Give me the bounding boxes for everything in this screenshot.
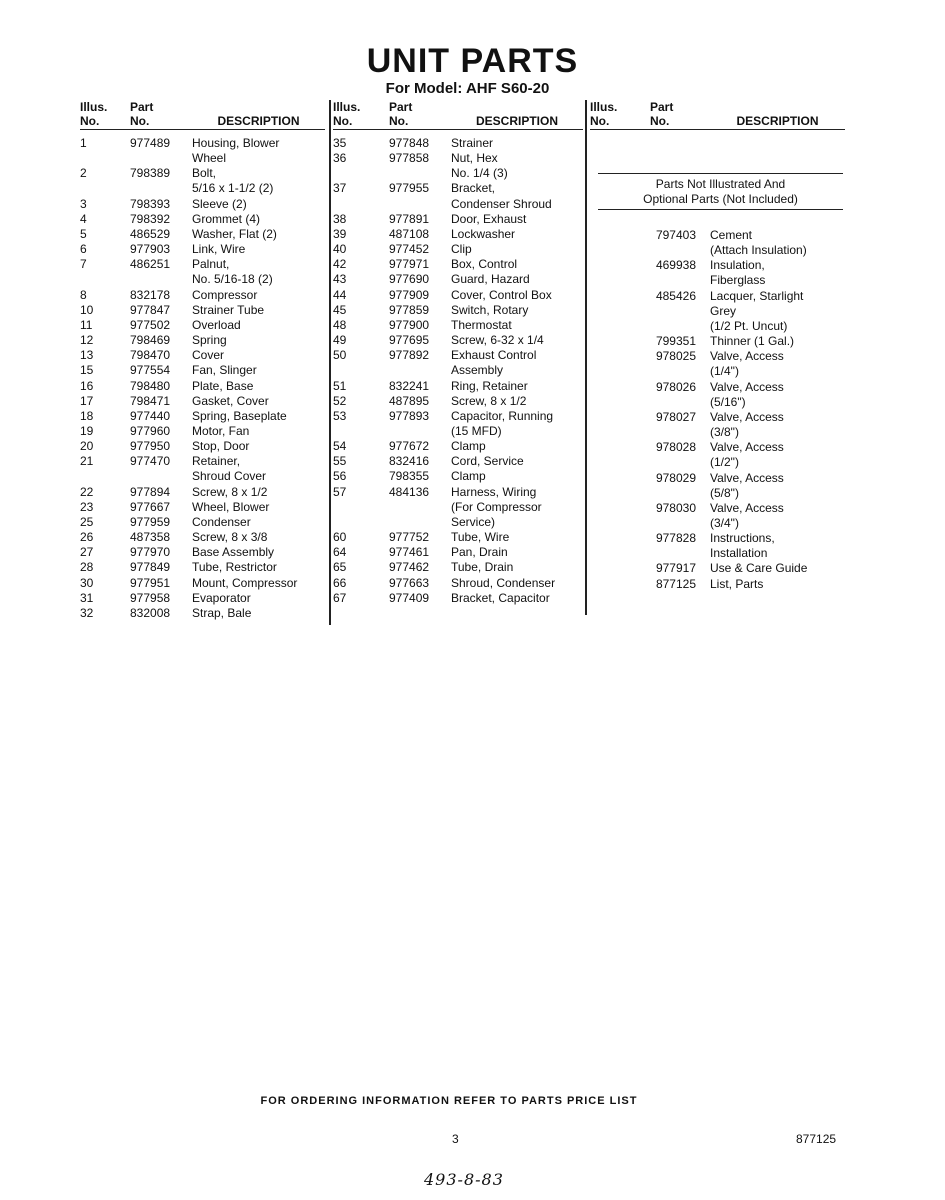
part-row xyxy=(333,439,583,454)
illus-number: 15 xyxy=(80,363,94,378)
part-description: Valve, Access (5/16") xyxy=(710,379,784,409)
part-row xyxy=(80,288,325,303)
part-row xyxy=(333,303,583,318)
part-number: 484136 xyxy=(389,484,430,499)
part-row xyxy=(590,334,845,349)
part-number: 977859 xyxy=(389,302,430,317)
part-description: Sleeve (2) xyxy=(192,196,247,211)
column-header xyxy=(80,100,325,130)
part-row xyxy=(80,333,325,348)
part-number: 977848 xyxy=(389,136,430,150)
part-description: Screw, 8 x 3/8 xyxy=(192,530,268,545)
part-description: Valve, Access (1/2") xyxy=(710,440,784,470)
part-number: 877125 xyxy=(655,576,696,591)
part-row xyxy=(80,363,325,378)
part-description: Housing, Blower Wheel xyxy=(192,136,280,166)
part-description: Shroud, Condenser xyxy=(451,575,556,590)
part-row xyxy=(590,440,845,470)
part-row xyxy=(333,257,583,272)
part-description: Screw, 8 x 1/2 xyxy=(451,393,527,408)
part-row xyxy=(333,485,583,530)
illus-number: 10 xyxy=(80,302,94,317)
illus-number: 36 xyxy=(333,151,347,166)
part-description: Bracket, Condenser Shroud xyxy=(451,181,552,211)
part-number: 977828 xyxy=(655,531,696,546)
part-description: Pan, Drain xyxy=(451,545,508,560)
part-number: 798470 xyxy=(130,348,171,363)
part-description: Motor, Fan xyxy=(192,423,250,438)
part-description: Clamp xyxy=(451,439,486,454)
part-row xyxy=(80,500,325,515)
description-header: DESCRIPTION xyxy=(475,114,558,128)
part-row xyxy=(333,318,583,333)
part-row xyxy=(80,394,325,409)
part-description: Screw, 8 x 1/2 xyxy=(192,484,268,499)
part-description: Mount, Compressor xyxy=(192,575,298,590)
part-description: Strap, Bale xyxy=(192,605,252,620)
illus-header: Illus. No. xyxy=(80,100,108,128)
part-row xyxy=(80,257,325,287)
part-description: Cord, Service xyxy=(451,454,524,469)
part-number: 977554 xyxy=(130,363,171,378)
part-description: Lacquer, Starlight Grey (1/2 Pt. Uncut) xyxy=(710,288,804,333)
part-number: 487358 xyxy=(130,530,171,545)
part-number: 486251 xyxy=(130,257,171,272)
part-row xyxy=(333,136,583,151)
part-description: Tube, Drain xyxy=(451,560,514,575)
illus-number: 3 xyxy=(80,196,87,211)
part-number: 978026 xyxy=(655,379,696,394)
part-description: Instructions, Installation xyxy=(710,531,775,561)
part-row xyxy=(333,288,583,303)
illus-number: 57 xyxy=(333,484,347,499)
part-number: 977970 xyxy=(130,545,171,560)
illus-number: 35 xyxy=(333,136,347,150)
part-row xyxy=(333,333,583,348)
part-description: Fan, Slinger xyxy=(192,363,257,378)
part-row xyxy=(590,410,845,440)
part-row xyxy=(590,289,845,334)
illus-number: 60 xyxy=(333,530,347,545)
part-description: Capacitor, Running (15 MFD) xyxy=(451,408,554,438)
part-row xyxy=(590,531,845,561)
ordering-note: FOR ORDERING INFORMATION REFER TO PARTS PRICE LIST xyxy=(260,1095,638,1107)
part-description: Strainer xyxy=(451,136,494,150)
part-description: Wheel, Blower xyxy=(192,499,270,514)
illus-number: 28 xyxy=(80,560,94,575)
illus-number: 48 xyxy=(333,317,347,332)
part-description: Cover, Control Box xyxy=(451,287,552,302)
part-row xyxy=(80,197,325,212)
part-number: 977950 xyxy=(130,439,171,454)
parts-column-1 xyxy=(80,100,325,621)
document-number: 877125 xyxy=(796,1132,837,1146)
part-row xyxy=(333,242,583,257)
part-row xyxy=(333,227,583,242)
illus-number: 4 xyxy=(80,211,87,226)
part-row xyxy=(80,530,325,545)
part-header: Part No. xyxy=(650,100,674,128)
part-description: Compressor xyxy=(192,287,258,302)
part-description: Tube, Restrictor xyxy=(192,560,277,575)
part-row xyxy=(80,318,325,333)
illus-number: 42 xyxy=(333,257,347,272)
part-description: Screw, 6-32 x 1/4 xyxy=(451,333,544,348)
part-number: 977752 xyxy=(389,530,430,545)
part-description: Thermostat xyxy=(451,317,512,332)
part-description: Plate, Base xyxy=(192,378,254,393)
illus-number: 30 xyxy=(80,575,94,590)
part-number: 977903 xyxy=(130,242,171,257)
optional-parts-notice: Parts Not Illustrated And Optional Parts (Not Included) xyxy=(598,173,843,210)
part-number: 977409 xyxy=(389,590,430,605)
part-number: 977900 xyxy=(389,317,430,332)
part-row xyxy=(80,454,325,484)
part-description: Box, Control xyxy=(451,257,518,272)
part-number: 798389 xyxy=(130,166,171,181)
part-number: 469938 xyxy=(655,258,696,273)
part-header: Part No. xyxy=(389,100,413,128)
part-number: 977971 xyxy=(389,257,430,272)
part-row xyxy=(333,560,583,575)
part-number: 977955 xyxy=(389,181,430,196)
illus-number: 49 xyxy=(333,333,347,348)
parts-column-2 xyxy=(333,100,583,606)
illus-number: 50 xyxy=(333,348,347,363)
part-number: 977847 xyxy=(130,302,171,317)
part-description: Nut, Hex No. 1/4 (3) xyxy=(451,151,508,181)
part-row xyxy=(80,242,325,257)
illus-number: 8 xyxy=(80,287,87,302)
illus-number: 7 xyxy=(80,257,87,272)
part-description: Bracket, Capacitor xyxy=(451,590,550,605)
illus-number: 66 xyxy=(333,575,347,590)
part-description: Door, Exhaust xyxy=(451,211,527,226)
part-number: 977695 xyxy=(389,333,430,348)
part-number: 486529 xyxy=(130,226,171,241)
part-number: 977951 xyxy=(130,575,171,590)
illus-number: 43 xyxy=(333,272,347,287)
part-number: 977858 xyxy=(389,151,430,166)
part-number: 487895 xyxy=(389,393,430,408)
parts-list xyxy=(590,228,845,592)
part-number: 977489 xyxy=(130,136,171,150)
part-number: 978025 xyxy=(655,349,696,364)
illus-number: 18 xyxy=(80,408,94,423)
part-row xyxy=(590,258,845,288)
part-number: 977909 xyxy=(389,287,430,302)
part-description: Evaporator xyxy=(192,590,251,605)
part-number: 977894 xyxy=(130,484,171,499)
part-description: Valve, Access (3/8") xyxy=(710,409,784,440)
part-row xyxy=(80,303,325,318)
part-row xyxy=(80,379,325,394)
part-row xyxy=(80,227,325,242)
part-row xyxy=(590,501,845,531)
column-header xyxy=(333,100,583,130)
part-description: Cover xyxy=(192,348,225,363)
part-description: Palnut, No. 5/16-18 (2) xyxy=(192,257,273,287)
part-row xyxy=(333,545,583,560)
part-description: Exhaust Control Assembly xyxy=(451,348,537,378)
part-row xyxy=(80,515,325,530)
part-row xyxy=(333,272,583,287)
part-description: Spring xyxy=(192,333,227,348)
illus-number: 11 xyxy=(80,317,93,332)
part-number: 977892 xyxy=(389,348,430,363)
part-description: Grommet (4) xyxy=(192,211,261,226)
part-row xyxy=(80,348,325,363)
parts-list xyxy=(80,136,325,621)
part-row xyxy=(333,181,583,211)
part-number: 977893 xyxy=(389,408,430,423)
illus-number: 21 xyxy=(80,454,94,469)
illus-number: 12 xyxy=(80,333,94,348)
illus-number: 37 xyxy=(333,181,347,196)
part-number: 977672 xyxy=(389,439,430,454)
part-description: Retainer, Shroud Cover xyxy=(192,454,267,484)
illus-number: 23 xyxy=(80,499,94,514)
part-number: 798393 xyxy=(130,196,171,211)
part-number: 485426 xyxy=(655,288,696,303)
part-description: Overload xyxy=(192,317,241,332)
part-number: 798480 xyxy=(130,378,171,393)
part-number: 977502 xyxy=(130,317,171,332)
part-number: 832241 xyxy=(389,378,430,393)
part-number: 977462 xyxy=(389,560,430,575)
part-number: 978030 xyxy=(655,500,696,515)
illus-number: 2 xyxy=(80,166,87,181)
part-description: Tube, Wire xyxy=(451,530,510,545)
part-row xyxy=(333,409,583,439)
illus-number: 27 xyxy=(80,545,94,560)
illus-number: 1 xyxy=(80,136,87,150)
part-description: Insulation, Fiberglass xyxy=(710,258,766,288)
part-number: 978029 xyxy=(655,470,696,485)
part-number: 832416 xyxy=(389,454,430,469)
illus-number: 54 xyxy=(333,439,347,454)
illus-number: 32 xyxy=(80,605,94,620)
illus-number: 52 xyxy=(333,393,347,408)
part-row xyxy=(333,151,583,181)
column-divider xyxy=(585,100,587,615)
column-header xyxy=(590,100,845,130)
page-number: 3 xyxy=(452,1132,459,1146)
part-number: 977667 xyxy=(130,499,171,514)
part-row xyxy=(333,348,583,378)
part-description: Valve, Access (3/4") xyxy=(710,500,784,530)
part-header: Part No. xyxy=(130,100,154,128)
part-number: 977891 xyxy=(389,211,430,226)
part-description: Thinner (1 Gal.) xyxy=(710,334,795,349)
illus-number: 38 xyxy=(333,211,347,226)
illus-number: 40 xyxy=(333,242,347,257)
illus-number: 53 xyxy=(333,408,347,423)
part-description: Valve, Access (5/8") xyxy=(710,470,784,500)
part-description: Switch, Rotary xyxy=(451,302,529,317)
part-row xyxy=(590,561,845,576)
part-row xyxy=(80,166,325,196)
illus-number: 22 xyxy=(80,484,94,499)
part-row xyxy=(333,379,583,394)
part-description: Ring, Retainer xyxy=(451,378,528,393)
illus-number: 56 xyxy=(333,469,347,484)
illus-header: Illus. No. xyxy=(590,100,618,128)
part-number: 977461 xyxy=(389,545,430,560)
part-row xyxy=(333,591,583,606)
part-number: 977960 xyxy=(130,423,171,438)
part-description: Stop, Door xyxy=(192,439,250,454)
description-header: DESCRIPTION xyxy=(736,114,819,128)
part-row xyxy=(590,380,845,410)
illus-header: Illus. No. xyxy=(333,100,361,128)
part-description: Valve, Access (1/4") xyxy=(710,349,784,379)
part-row xyxy=(590,349,845,379)
part-number: 798392 xyxy=(130,211,171,226)
illus-number: 44 xyxy=(333,287,347,302)
part-row xyxy=(590,228,845,258)
part-description: Spring, Baseplate xyxy=(192,408,287,423)
part-row xyxy=(80,212,325,227)
part-description: Gasket, Cover xyxy=(192,393,269,408)
illus-number: 16 xyxy=(80,378,94,393)
illus-number: 55 xyxy=(333,454,347,469)
part-row xyxy=(80,560,325,575)
part-number: 798471 xyxy=(130,393,171,408)
part-description: Base Assembly xyxy=(192,545,275,560)
column-divider xyxy=(329,100,331,625)
description-header: DESCRIPTION xyxy=(217,114,300,128)
part-number: 977452 xyxy=(389,242,430,257)
part-number: 977849 xyxy=(130,560,171,575)
part-description: Lockwasher xyxy=(451,226,516,241)
part-number: 977663 xyxy=(389,575,430,590)
part-row xyxy=(80,409,325,424)
part-row xyxy=(590,471,845,501)
parts-list xyxy=(333,136,583,606)
part-description: Clamp xyxy=(451,469,486,484)
part-description: Washer, Flat (2) xyxy=(192,226,277,241)
part-row xyxy=(80,545,325,560)
part-row xyxy=(333,394,583,409)
illus-number: 31 xyxy=(80,590,94,605)
part-description: Bolt, 5/16 x 1-1/2 (2) xyxy=(192,166,274,196)
part-row xyxy=(333,469,583,484)
illus-number: 67 xyxy=(333,590,347,605)
part-description: Condenser xyxy=(192,514,251,529)
part-number: 797403 xyxy=(655,228,696,242)
illus-number: 39 xyxy=(333,226,347,241)
part-row xyxy=(590,577,845,592)
part-number: 977958 xyxy=(130,590,171,605)
part-row xyxy=(80,485,325,500)
illus-number: 45 xyxy=(333,302,347,317)
illus-number: 6 xyxy=(80,242,87,257)
part-row xyxy=(333,212,583,227)
part-row xyxy=(80,136,325,166)
part-row xyxy=(80,424,325,439)
illus-number: 5 xyxy=(80,226,87,241)
part-description: Clip xyxy=(451,242,472,257)
part-row xyxy=(80,439,325,454)
part-row xyxy=(333,576,583,591)
part-description: List, Parts xyxy=(710,576,764,591)
illus-number: 65 xyxy=(333,560,347,575)
illus-number: 19 xyxy=(80,423,94,438)
part-description: Harness, Wiring (For Compressor Service) xyxy=(451,484,542,529)
illus-number: 64 xyxy=(333,545,347,560)
part-description: Use & Care Guide xyxy=(710,561,808,576)
part-row xyxy=(333,530,583,545)
page-title: UNIT PARTS xyxy=(366,42,579,80)
illus-number: 20 xyxy=(80,439,94,454)
part-description: Strainer Tube xyxy=(192,302,265,317)
model-subtitle: For Model: AHF S60-20 xyxy=(385,80,550,97)
illus-number: 51 xyxy=(333,378,347,393)
part-number: 978027 xyxy=(655,409,696,424)
part-number: 977470 xyxy=(130,454,171,469)
illus-number: 25 xyxy=(80,514,94,529)
part-description: Guard, Hazard xyxy=(451,272,530,287)
handwritten-note: 493-8-83 xyxy=(424,1170,504,1189)
illus-number: 13 xyxy=(80,348,94,363)
part-number: 798469 xyxy=(130,333,171,348)
illus-number: 26 xyxy=(80,530,94,545)
part-number: 977959 xyxy=(130,514,171,529)
part-number: 978028 xyxy=(655,440,696,455)
illus-number: 17 xyxy=(80,393,94,408)
part-row xyxy=(333,454,583,469)
part-number: 977690 xyxy=(389,272,430,287)
part-row xyxy=(80,591,325,606)
part-number: 832178 xyxy=(130,287,171,302)
part-number: 798355 xyxy=(389,469,430,484)
part-description: Cement (Attach Insulation) xyxy=(710,228,807,258)
part-row xyxy=(80,606,325,621)
part-number: 977440 xyxy=(130,408,171,423)
part-number: 799351 xyxy=(655,334,696,349)
part-description: Link, Wire xyxy=(192,242,246,257)
part-number: 832008 xyxy=(130,605,171,620)
part-number: 977917 xyxy=(655,561,696,576)
part-number: 487108 xyxy=(389,226,430,241)
part-row xyxy=(80,576,325,591)
